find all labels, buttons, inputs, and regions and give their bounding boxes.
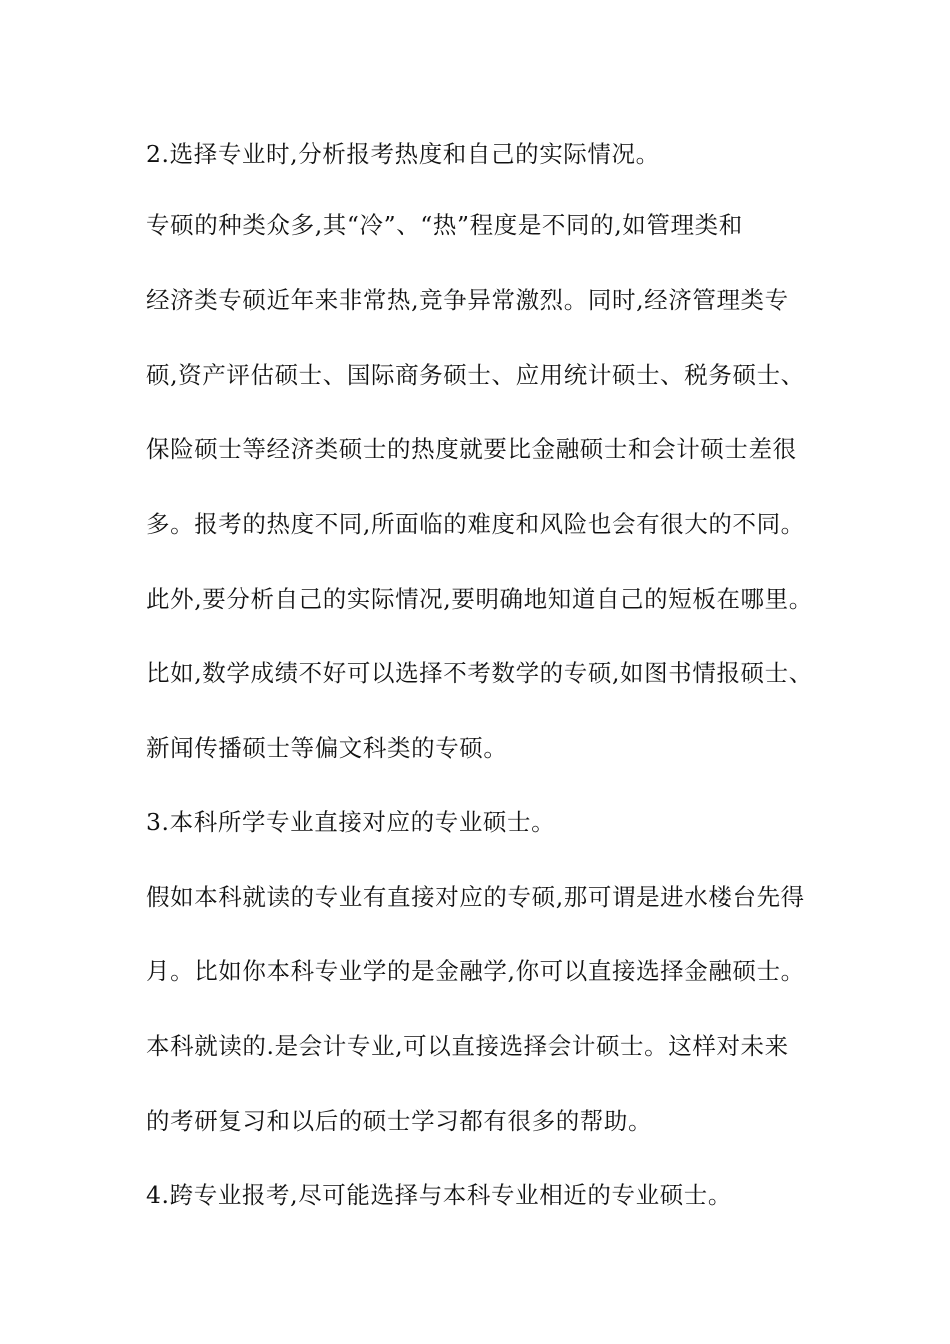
paragraph-line: 月。比如你本科专业学的是金融学,你可以直接选择金融硕士。 <box>146 957 805 985</box>
heading-section-2: 2.选择专业时,分析报考热度和自己的实际情况。 <box>146 140 660 168</box>
paragraph-line: 此外,要分析自己的实际情况,要明确地知道自己的短板在哪里。 <box>146 585 813 613</box>
paragraph-line: 的考研复习和以后的硕士学习都有很多的帮助。 <box>146 1107 653 1135</box>
paragraph-line: 硕,资产评估硕士、国际商务硕士、应用统计硕士、税务硕士、 <box>146 361 805 389</box>
heading-section-3: 3.本科所学专业直接对应的专业硕士。 <box>146 808 556 836</box>
paragraph-line: 比如,数学成绩不好可以选择不考数学的专硕,如图书情报硕士、 <box>146 659 813 687</box>
heading-section-4: 4.跨专业报考,尽可能选择与本科专业相近的专业硕士。 <box>146 1181 732 1209</box>
paragraph-line: 本科就读的.是会计专业,可以直接选择会计硕士。这样对未来 <box>146 1032 789 1060</box>
paragraph-line: 多。报考的热度不同,所面临的难度和风险也会有很大的不同。 <box>146 510 805 538</box>
paragraph-line: 专硕的种类众多,其“冷”、“热”程度是不同的,如管理类和 <box>146 211 743 239</box>
paragraph-line: 新闻传播硕士等偏文科类的专硕。 <box>146 734 508 762</box>
paragraph-line: 假如本科就读的专业有直接对应的专硕,那可谓是进水楼台先得 <box>146 883 805 911</box>
paragraph-line: 经济类专硕近年来非常热,竞争异常激烈。同时,经济管理类专 <box>146 286 789 314</box>
paragraph-line: 保险硕士等经济类硕士的热度就要比金融硕士和会计硕士差很 <box>146 435 797 463</box>
